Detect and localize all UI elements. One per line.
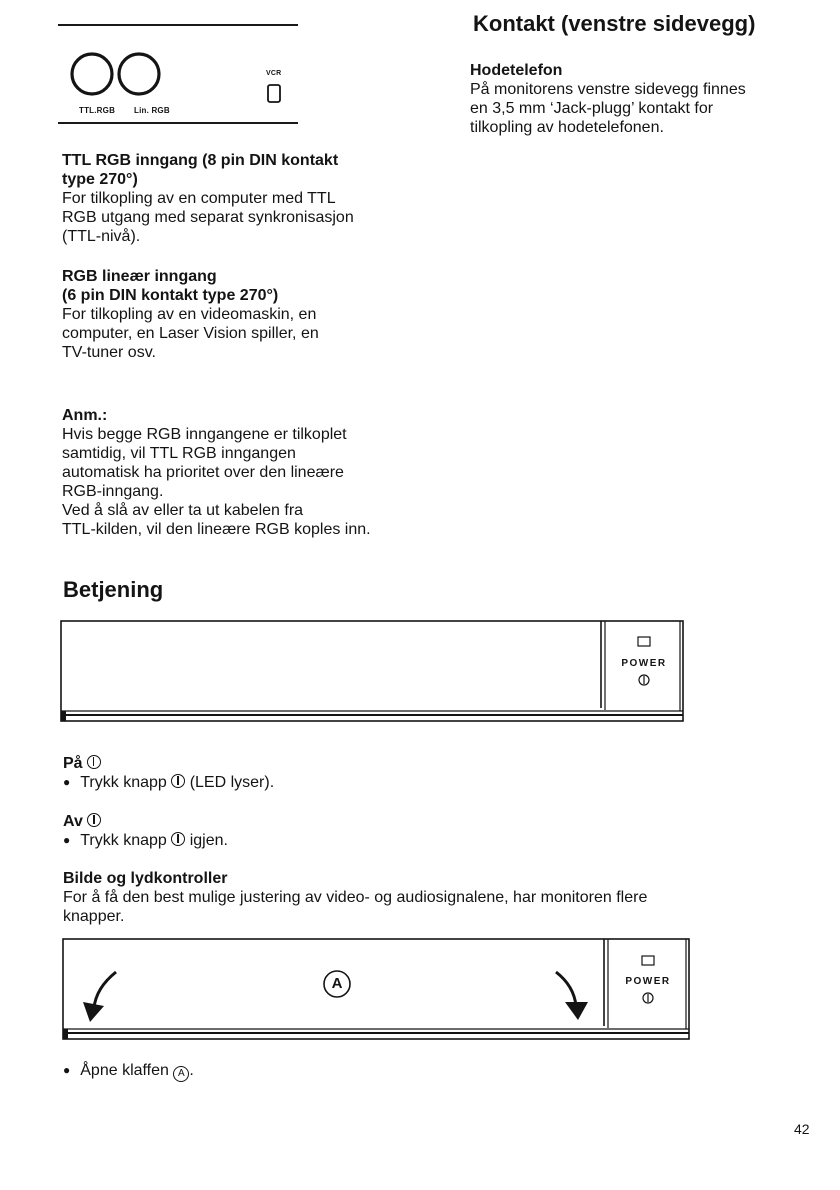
rgb-heading-line-1: RGB lineær inngang — [62, 268, 217, 285]
vcr-switch — [268, 85, 280, 102]
monitor-front-panel-closed — [58, 618, 698, 730]
flap-a-label: A — [331, 975, 343, 992]
ttl-section — [62, 151, 354, 246]
page-number: 42 — [794, 1121, 810, 1137]
contact-line-2: en 3,5 mm ‘Jack-plugg’ kontakt for — [470, 100, 714, 117]
power-icon — [171, 774, 185, 788]
power-icon — [171, 832, 185, 846]
power-icon — [87, 813, 101, 827]
operation-title: Betjening — [63, 577, 164, 602]
controls-line-2: knapper. — [63, 908, 125, 925]
note-line-1: Hvis begge RGB inngangene er tilkoplet — [62, 426, 347, 443]
monitor-front-panel-flap — [60, 936, 700, 1048]
controls-heading: Bilde og lydkontroller — [63, 870, 228, 887]
rgb-body-line-1: For tilkopling av en videomaskin, en — [62, 306, 317, 323]
rgb-body-line-3: TV-tuner osv. — [62, 344, 156, 361]
power-led-2 — [642, 956, 654, 965]
note-line-2: samtidig, vil TTL RGB inngangen — [62, 445, 296, 462]
operation-steps — [63, 754, 274, 851]
contact-subheading: Hodetelefon — [470, 62, 563, 79]
open-step-line: ● Åpne klaffen A . — [63, 1061, 194, 1082]
vcr-label: VCR — [266, 70, 282, 77]
open-step — [63, 1061, 194, 1082]
off-step: ● Trykk knapp igjen. — [63, 831, 274, 851]
panel-power-label-2: POWER — [625, 976, 671, 987]
contact-title: Kontakt (venstre sidevegg) — [473, 11, 756, 36]
note-line-6: TTL-kilden, vil den lineære RGB koples inn. — [62, 521, 371, 538]
arrow-right-icon — [556, 972, 576, 1006]
ttl-body-line-1: For tilkopling av en computer med TTL — [62, 190, 336, 207]
ttl-rgb-label: TTL.RGB — [79, 106, 116, 115]
note-section — [62, 406, 371, 539]
panel-power-label-1: POWER — [621, 658, 667, 669]
ttl-rgb-socket — [72, 54, 112, 94]
lin-rgb-label: Lin. RGB — [134, 106, 170, 115]
power-icon — [87, 755, 101, 769]
off-heading: Av — [63, 812, 274, 831]
note-line-4: RGB-inngang. — [62, 483, 164, 500]
ttl-body-line-3: (TTL-nivå). — [62, 228, 141, 245]
controls-line-1: For å få den best mulige justering av video- og audiosignalene, har monitoren flere — [63, 889, 648, 906]
note-line-3: automatisk ha prioritet over den lineære — [62, 464, 344, 481]
note-heading: Anm.: — [62, 407, 108, 424]
top-rule — [58, 24, 298, 26]
arrow-left-icon — [94, 972, 116, 1008]
contact-line-3: tilkopling av hodetelefonen. — [470, 119, 664, 136]
note-line-5: Ved å slå av eller ta ut kabelen fra — [62, 502, 304, 519]
ttl-heading-line-1: TTL RGB inngang (8 pin DIN kontakt — [62, 152, 339, 169]
on-heading: På — [63, 754, 274, 773]
rgb-body-line-2: computer, en Laser Vision spiller, en — [62, 325, 319, 342]
contact-section — [470, 61, 746, 137]
power-led-1 — [638, 637, 650, 646]
on-step: ● Trykk knapp (LED lyser). — [63, 773, 274, 793]
lin-rgb-socket — [119, 54, 159, 94]
flap-a-icon: A — [173, 1066, 189, 1082]
rgb-section — [62, 267, 319, 362]
contact-line-1: På monitorens venstre sidevegg finnes — [470, 81, 746, 98]
controls-section — [63, 869, 647, 926]
connector-rule — [58, 122, 298, 124]
ttl-heading-line-2: type 270°) — [62, 171, 138, 188]
ttl-body-line-2: RGB utgang med separat synkronisasjon — [62, 209, 354, 226]
rgb-heading-line-2: (6 pin DIN kontakt type 270°) — [62, 287, 279, 304]
